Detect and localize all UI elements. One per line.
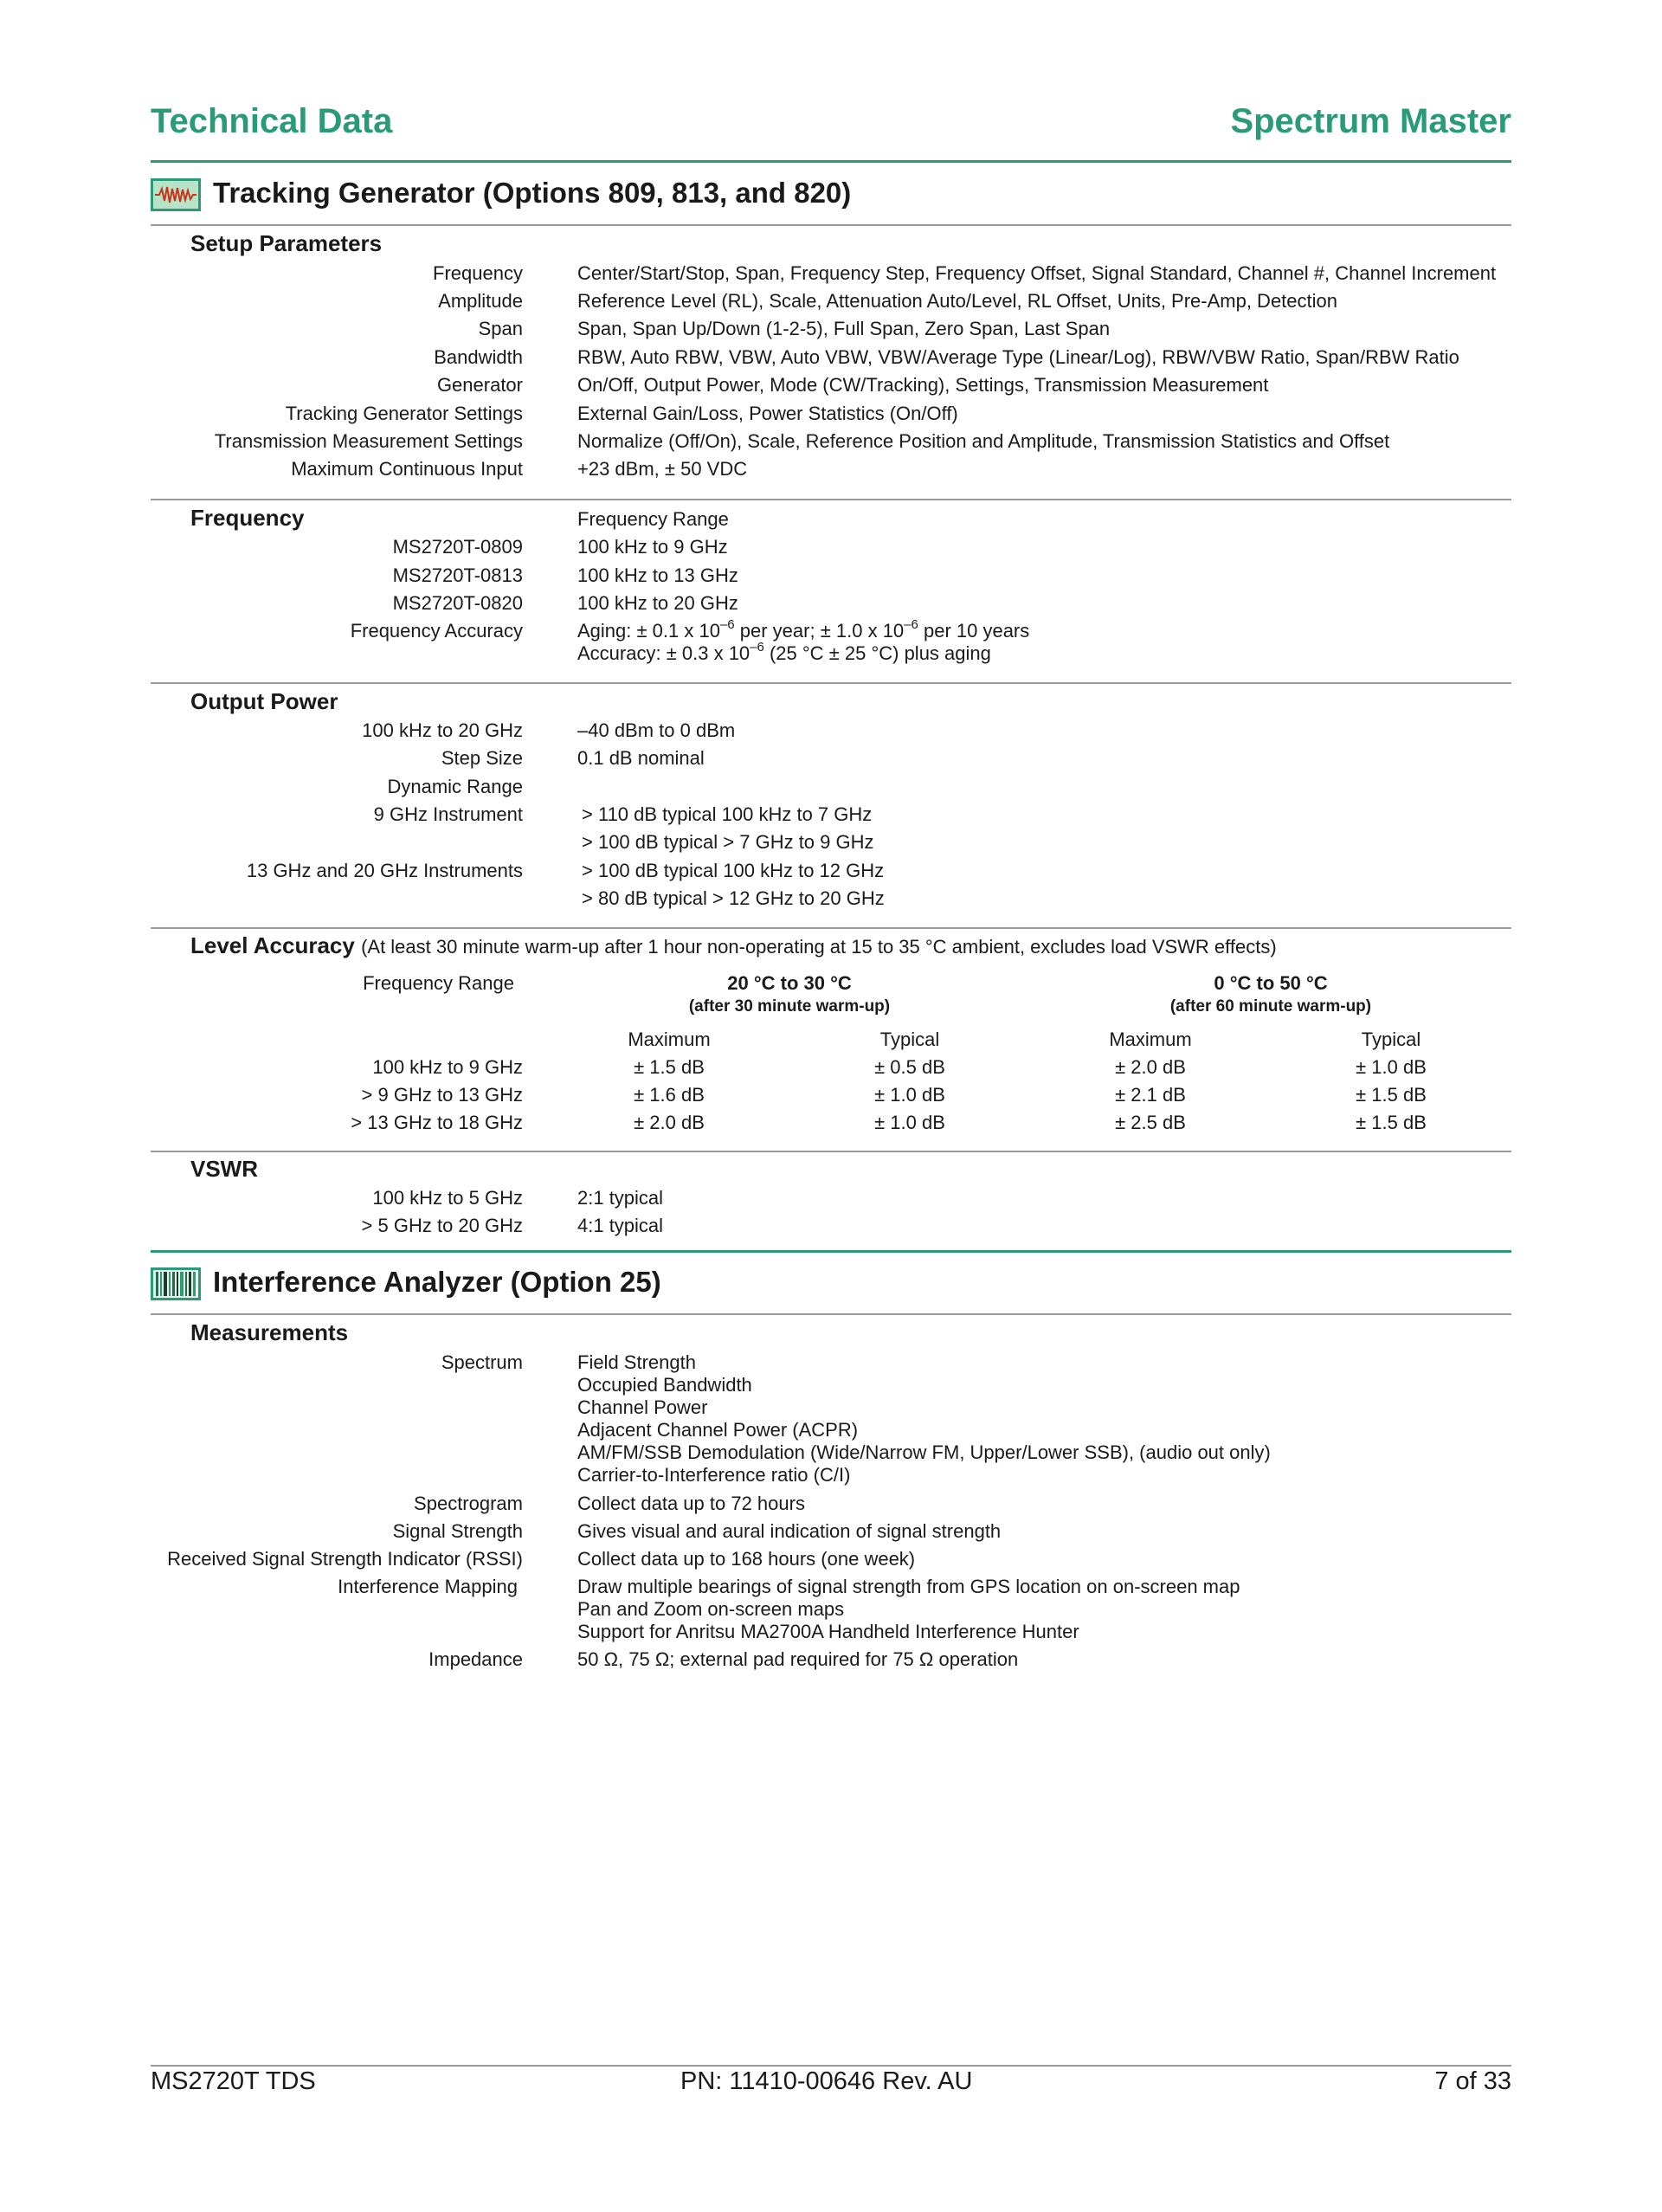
row-value: Reference Level (RL), Scale, Attenuation Auto/Level, RL Offset, Units, Pre-Amp, Detection — [577, 290, 1338, 312]
table-row-label: 100 kHz to 9 GHz — [372, 1056, 523, 1078]
row-label: 13 GHz and 20 GHz Instruments — [246, 860, 523, 881]
row-label: Maximum Continuous Input — [291, 458, 523, 480]
temp-group-1-sub: (after 30 minute warm-up) — [688, 997, 891, 1016]
column-header: Maximum — [628, 1029, 711, 1050]
row-value: 2:1 typical — [577, 1187, 664, 1209]
row-label: MS2720T-0813 — [392, 564, 523, 586]
row-value: External Gain/Loss, Power Statistics (On/Off) — [577, 403, 958, 424]
column-header: Typical — [1361, 1029, 1421, 1050]
row-value: 100 kHz to 20 GHz — [577, 592, 738, 614]
footer-doc-id: MS2720T TDS — [151, 2067, 316, 2095]
table-row-label: > 9 GHz to 13 GHz — [361, 1084, 523, 1106]
row-label: Interference Mapping — [338, 1576, 518, 1597]
row-value: +23 dBm, ± 50 VDC — [577, 458, 748, 480]
row-value: On/Off, Output Power, Mode (CW/Tracking), Settings, Transmission Measurement — [577, 374, 1269, 396]
table-cell: ± 1.5 dB — [634, 1056, 705, 1078]
table-cell: ± 1.0 dB — [874, 1112, 945, 1133]
row-value: 50 Ω, 75 Ω; external pad required for 75 Ω operation — [577, 1648, 1019, 1670]
row-label: Span — [478, 318, 523, 339]
column-header: Maximum — [1109, 1029, 1192, 1050]
group-heading-measurements: Measurements — [190, 1319, 349, 1345]
footer-page-number: 7 of 33 — [1434, 2067, 1511, 2095]
row-value: –40 dBm to 0 dBm — [577, 719, 736, 741]
table-cell: ± 1.5 dB — [1356, 1112, 1427, 1133]
header-title-left: Technical Data — [151, 102, 393, 140]
temp-group-1-title: 20 °C to 30 °C — [727, 972, 852, 994]
row-value: 0.1 dB nominal — [577, 747, 705, 769]
row-label: MS2720T-0820 — [392, 592, 523, 614]
group-heading-setup: Setup Parameters — [190, 230, 383, 256]
row-value: Collect data up to 72 hours — [577, 1493, 805, 1514]
row-value: Span, Span Up/Down (1-2-5), Full Span, Zero Span, Last Span — [577, 318, 1111, 339]
table-cell: ± 2.0 dB — [1115, 1056, 1186, 1078]
temp-group-2-sub: (after 60 minute warm-up) — [1169, 997, 1372, 1016]
row-value: > 100 dB typical 100 kHz to 12 GHz — [582, 860, 885, 881]
divider — [151, 1313, 1511, 1315]
row-label: MS2720T-0809 — [392, 536, 523, 558]
table-cell: ± 1.0 dB — [874, 1084, 945, 1106]
row-label: Transmission Measurement Settings — [214, 430, 523, 452]
row-label: Frequency Accuracy — [350, 620, 523, 642]
divider — [151, 1151, 1511, 1152]
row-label: Bandwidth — [434, 346, 523, 368]
level-accuracy-range-label: Frequency Range — [363, 972, 514, 994]
table-cell: ± 1.5 dB — [1356, 1084, 1427, 1106]
level-accuracy-note: (At least 30 minute warm-up after 1 hour non-operating at 15 to 35 °C ambient, excludes load VSWR effects) — [361, 936, 1277, 958]
row-label: Signal Strength — [392, 1520, 523, 1542]
row-value: > 110 dB typical 100 kHz to 7 GHz — [582, 803, 873, 825]
footer-part-number: PN: 11410-00646 Rev. AU — [680, 2067, 973, 2095]
aging-value: Aging: ± 0.1 x $10^{-6}$ per year; ± 1.0 x $10^{-6}$ per 10 years — [577, 616, 1030, 642]
row-label: Dynamic Range — [387, 776, 523, 797]
sine-wave-icon — [151, 178, 201, 211]
table-cell: ± 2.1 dB — [1115, 1084, 1186, 1106]
column-header: Typical — [879, 1029, 940, 1050]
row-label: Tracking Generator Settings — [285, 403, 523, 424]
row-value: RBW, Auto RBW, VBW, Auto VBW, VBW/Average Type (Linear/Log), RBW/VBW Ratio, Span/RBW Ratio — [577, 346, 1459, 368]
row-label: Spectrogram — [414, 1493, 523, 1514]
row-value: AM/FM/SSB Demodulation (Wide/Narrow FM, Upper/Lower SSB), (audio out only) — [577, 1441, 1271, 1463]
section-title: Interference Analyzer (Option 25) — [213, 1266, 661, 1298]
table-cell: ± 2.5 dB — [1115, 1112, 1186, 1133]
interference-analyzer-heading — [151, 1262, 1511, 1307]
row-label: Frequency — [433, 262, 523, 284]
group-heading-level-accuracy: Level Accuracy (At least 30 minute warm-up after 1 hour non-operating at 15 to 35 °C ambient, excludes load VSWR effects) — [190, 932, 1277, 958]
temp-group-2-title: 0 °C to 50 °C — [1214, 972, 1328, 994]
row-value: Center/Start/Stop, Span, Frequency Step, Frequency Offset, Signal Standard, Channel #, Channel Increment — [577, 262, 1497, 284]
table-cell: ± 1.6 dB — [634, 1084, 705, 1106]
row-value: > 100 dB typical > 7 GHz to 9 GHz — [582, 831, 874, 853]
section-title: Tracking Generator (Options 809, 813, and 820) — [213, 177, 852, 209]
row-label: 100 kHz to 20 GHz — [362, 719, 523, 741]
table-cell: ± 2.0 dB — [634, 1112, 705, 1133]
row-label: Impedance — [428, 1648, 523, 1670]
table-row-label: > 13 GHz to 18 GHz — [351, 1112, 523, 1133]
footer-divider — [151, 2065, 1511, 2067]
divider — [151, 224, 1511, 226]
row-value: Field Strength — [577, 1351, 696, 1373]
row-label: Spectrum — [441, 1351, 523, 1373]
table-cell: ± 1.0 dB — [1356, 1056, 1427, 1078]
page — [151, 0, 1511, 2212]
row-value: Carrier-to-Interference ratio (C/I) — [577, 1464, 851, 1486]
row-value: 100 kHz to 13 GHz — [577, 564, 738, 586]
group-heading-frequency: Frequency — [190, 505, 305, 531]
tracking-generator-heading — [151, 173, 1511, 218]
row-value: Channel Power — [577, 1396, 708, 1418]
row-label: > 5 GHz to 20 GHz — [361, 1215, 523, 1236]
row-label: 9 GHz Instrument — [373, 803, 523, 825]
row-value: Occupied Bandwidth — [577, 1374, 752, 1396]
barcode-spectrum-icon — [151, 1267, 201, 1300]
header-divider — [151, 160, 1511, 163]
row-value: Support for Anritsu MA2700A Handheld Interference Hunter — [577, 1621, 1079, 1642]
row-label: Generator — [436, 374, 523, 396]
section-divider — [151, 1250, 1511, 1253]
row-value: Draw multiple bearings of signal strength from GPS location on on-screen map — [577, 1576, 1240, 1597]
header-title-right: Spectrum Master — [1230, 102, 1511, 140]
divider — [151, 499, 1511, 500]
row-value: Adjacent Channel Power (ACPR) — [577, 1419, 859, 1441]
table-cell: ± 0.5 dB — [874, 1056, 945, 1078]
group-heading-output-power: Output Power — [190, 688, 338, 714]
row-value: > 80 dB typical > 12 GHz to 20 GHz — [582, 887, 885, 909]
row-label: Amplitude — [438, 290, 523, 312]
row-value: Collect data up to 168 hours (one week) — [577, 1548, 916, 1570]
row-value: 100 kHz to 9 GHz — [577, 536, 728, 558]
row-label: Step Size — [441, 747, 523, 769]
divider — [151, 682, 1511, 684]
group-heading-vswr: VSWR — [190, 1156, 258, 1182]
divider — [151, 927, 1511, 929]
row-value: 4:1 typical — [577, 1215, 664, 1236]
row-label: Received Signal Strength Indicator (RSSI) — [167, 1548, 523, 1570]
accuracy-value: Accuracy: ± 0.3 x $10^{-6}$ (25 °C ± 25 °C) plus aging — [577, 639, 991, 664]
row-value: Normalize (Off/On), Scale, Reference Position and Amplitude, Transmission Statistics and Offset — [577, 430, 1390, 452]
row-label: 100 kHz to 5 GHz — [372, 1187, 523, 1209]
row-value: Pan and Zoom on-screen maps — [577, 1598, 845, 1620]
row-value: Gives visual and aural indication of signal strength — [577, 1520, 1002, 1542]
frequency-range-label: Frequency Range — [577, 508, 729, 530]
page-header — [151, 102, 1511, 161]
